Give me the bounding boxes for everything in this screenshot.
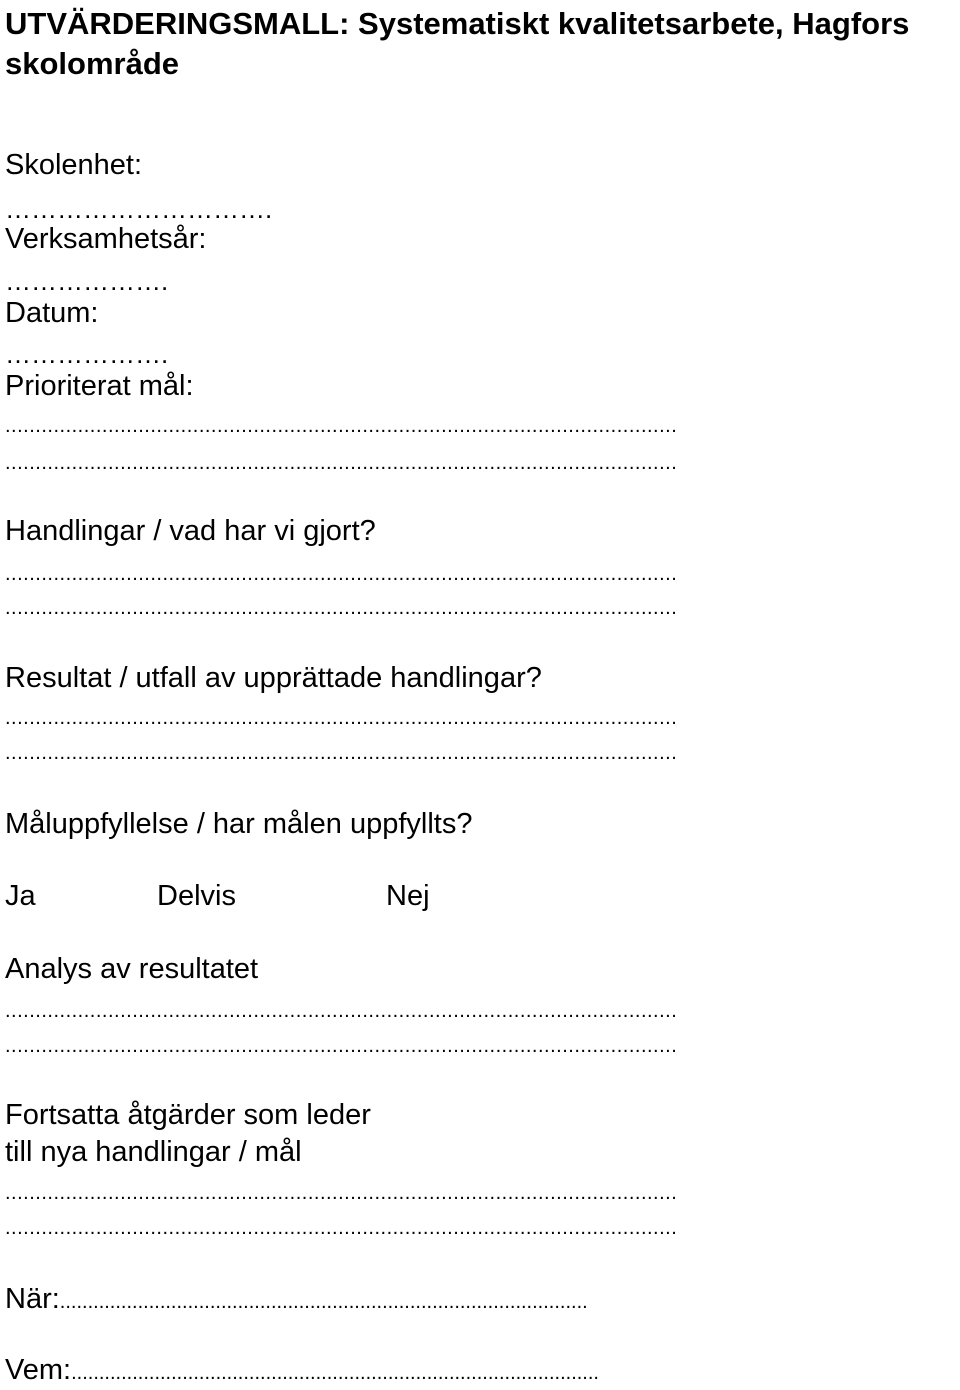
vem-label: Vem: — [5, 1354, 72, 1386]
nar-label: När: — [5, 1283, 60, 1315]
resultat-line-2[interactable]: ............................................................................................................... — [5, 743, 678, 763]
handlingar-line-1[interactable]: ............................................................................................................... — [5, 564, 678, 584]
verksamhetsar-field[interactable]: ………………. — [5, 266, 169, 296]
fortsatta-atgarder-line-1[interactable]: ............................................................................................................... — [5, 1183, 678, 1203]
vem-row — [5, 1353, 935, 1390]
fortsatta-atgarder-line-2[interactable]: ............................................................................................................... — [5, 1218, 678, 1238]
analys-label: Analys av resultatet — [5, 953, 259, 985]
datum-field[interactable]: ………………. — [5, 339, 169, 369]
nar-row — [5, 1282, 955, 1319]
verksamhetsar-label: Verksamhetsår: — [5, 223, 207, 255]
resultat-line-1[interactable]: ............................................................................................................... — [5, 708, 678, 728]
option-ja[interactable]: Ja — [5, 880, 36, 912]
nar-field[interactable]: ............................................................................................... — [59, 1291, 588, 1313]
skolenhet-label: Skolenhet: — [5, 149, 143, 181]
resultat-label: Resultat / utfall av upprättade handlingar? — [5, 662, 542, 694]
handlingar-line-2[interactable]: ............................................................................................................... — [5, 598, 678, 618]
option-nej[interactable]: Nej — [386, 880, 430, 912]
analys-line-2[interactable]: ............................................................................................................... — [5, 1036, 678, 1056]
datum-label: Datum: — [5, 297, 99, 329]
fortsatta-atgarder-label-1: Fortsatta åtgärder som leder — [5, 1099, 371, 1131]
page-title: UTVÄRDERINGSMALL: Systematiskt kvalitetsarbete, Hagfors skolområde — [5, 6, 910, 81]
prioriterat-mal-label: Prioriterat mål: — [5, 370, 194, 402]
prioriterat-mal-line-1[interactable]: ............................................................................................................... — [5, 416, 678, 436]
option-delvis[interactable]: Delvis — [157, 880, 236, 912]
vem-field[interactable]: ............................................................................................... — [71, 1362, 599, 1384]
handlingar-label: Handlingar / vad har vi gjort? — [5, 515, 376, 547]
prioriterat-mal-line-2[interactable]: ............................................................................................................... — [5, 453, 678, 473]
skolenhet-field[interactable]: …………………………. — [5, 194, 273, 224]
fortsatta-atgarder-label-2: till nya handlingar / mål — [5, 1136, 302, 1168]
maluppfyllelse-label: Måluppfyllelse / har målen uppfyllts? — [5, 808, 473, 840]
analys-line-1[interactable]: ............................................................................................................... — [5, 1001, 678, 1021]
